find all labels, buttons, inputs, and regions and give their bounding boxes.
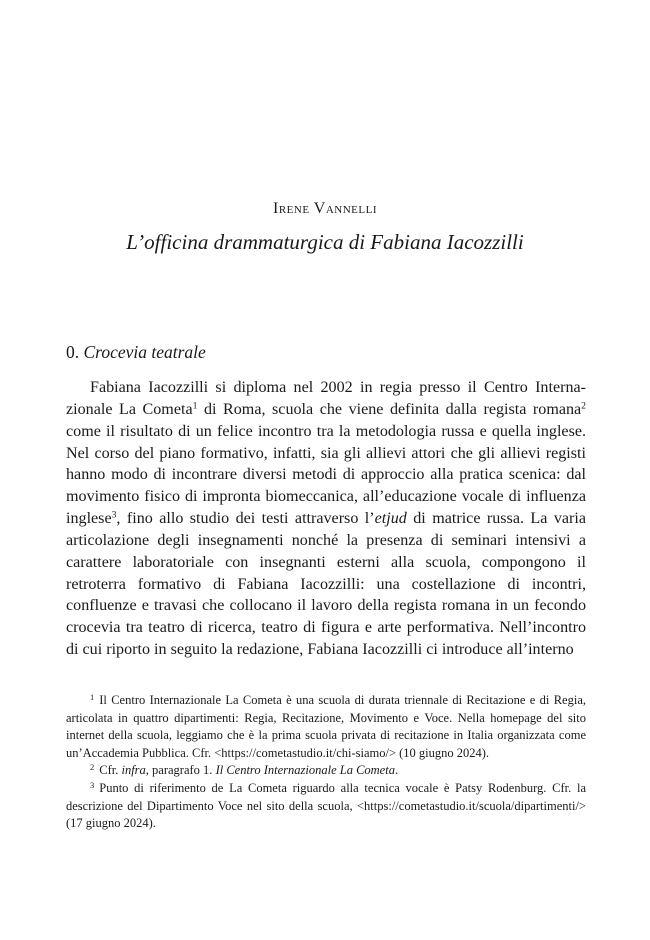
footnote-italic: infra: [121, 763, 146, 778]
footnote-number: 2: [90, 762, 95, 773]
body-italic-etjud: etjud: [374, 510, 407, 528]
footnote-ref-1: 1: [192, 400, 198, 412]
body-text-1: Fabiana Iacozzilli si diploma nel 2002 in regia presso il Centro Internazionale La Cometa: [66, 379, 586, 418]
footnotes: [66, 692, 586, 833]
footnote-text: , paragrafo 1.: [145, 763, 216, 778]
footnote-3: [66, 780, 586, 833]
footnote-text: Cfr.: [99, 763, 122, 778]
footnote-2: [66, 762, 586, 780]
footnote-1: [66, 692, 586, 762]
body-text-2: di Roma, scuola che viene definita dalla regista romana: [197, 400, 582, 418]
chapter-title: L’officina drammaturgica di Fabiana Iacozzilli: [126, 230, 524, 254]
footnote-text: Punto di riferimento de La Cometa riguardo alla tecnica vocale è Patsy Rodenburg. Cfr. la descrizione del Dipartimento Voce nel sito della scuola, <https://cometastudio.it/scuola/dipartimenti/> (17 giugno 2024).: [66, 780, 586, 831]
body-text-3: come il risultato di un felice incontro tra la metodologia russa e quella inglese. Nel corso del piano formativo, infatti, sia gli allievi attori che gli allievi registi hanno modo di incontrare diversi metodi di approccio alla pratica scenica: dal movimento fisico di impronta biomeccanica, all’educazione vocale di influenza inglese: [66, 422, 586, 528]
footnote-text: Il Centro Internazionale La Cometa è una scuola di durata triennale di Recitazione e di Regia, articolata in quattro dipartimenti: Regia, Recitazione, Movimento e Voce. Nella homepage del sito internet della scuola, leggiamo che è la prima scuola privata di recitazione in Italia organizzata come un’Accademia Pubblica. Cfr. <https://cometastudio.it/chi-siamo/> (10 giugno 2024).: [66, 693, 586, 760]
footnote-number: 1: [90, 691, 95, 702]
body-text-4: , fino allo studio dei testi attraverso l’: [116, 510, 375, 528]
section-title: Crocevia teatrale: [83, 342, 206, 362]
footnote-italic: Il Centro Internazionale La Cometa: [215, 763, 395, 778]
footnote-ref-3: 3: [111, 509, 117, 521]
body-text-5: di matrice russa. La varia articolazione degli insegnamenti nonché la presenza di seminari intensivi a carattere laboratoriale con insegnanti esterni alla scuola, compongono il retroterra formativo di Fabiana Iacozzilli: una costellazione di incontri, confluenze e travasi che collocano il lavoro della regista romana in un fecondo crocevia tra teatro di ricerca, teatro di figura e arte performativa. Nell’incontro di cui riporto in seguito la redazione, Fabiana Iacozzilli ci introduce all’interno: [66, 510, 586, 659]
author-name: Irene Vannelli: [273, 200, 377, 217]
footnote-ref-2: 2: [581, 400, 586, 412]
section-number: 0.: [66, 342, 80, 362]
section-heading: [66, 342, 206, 363]
body-paragraph: [66, 377, 586, 661]
footnote-number: 3: [90, 779, 95, 790]
footnote-text: .: [394, 763, 399, 778]
